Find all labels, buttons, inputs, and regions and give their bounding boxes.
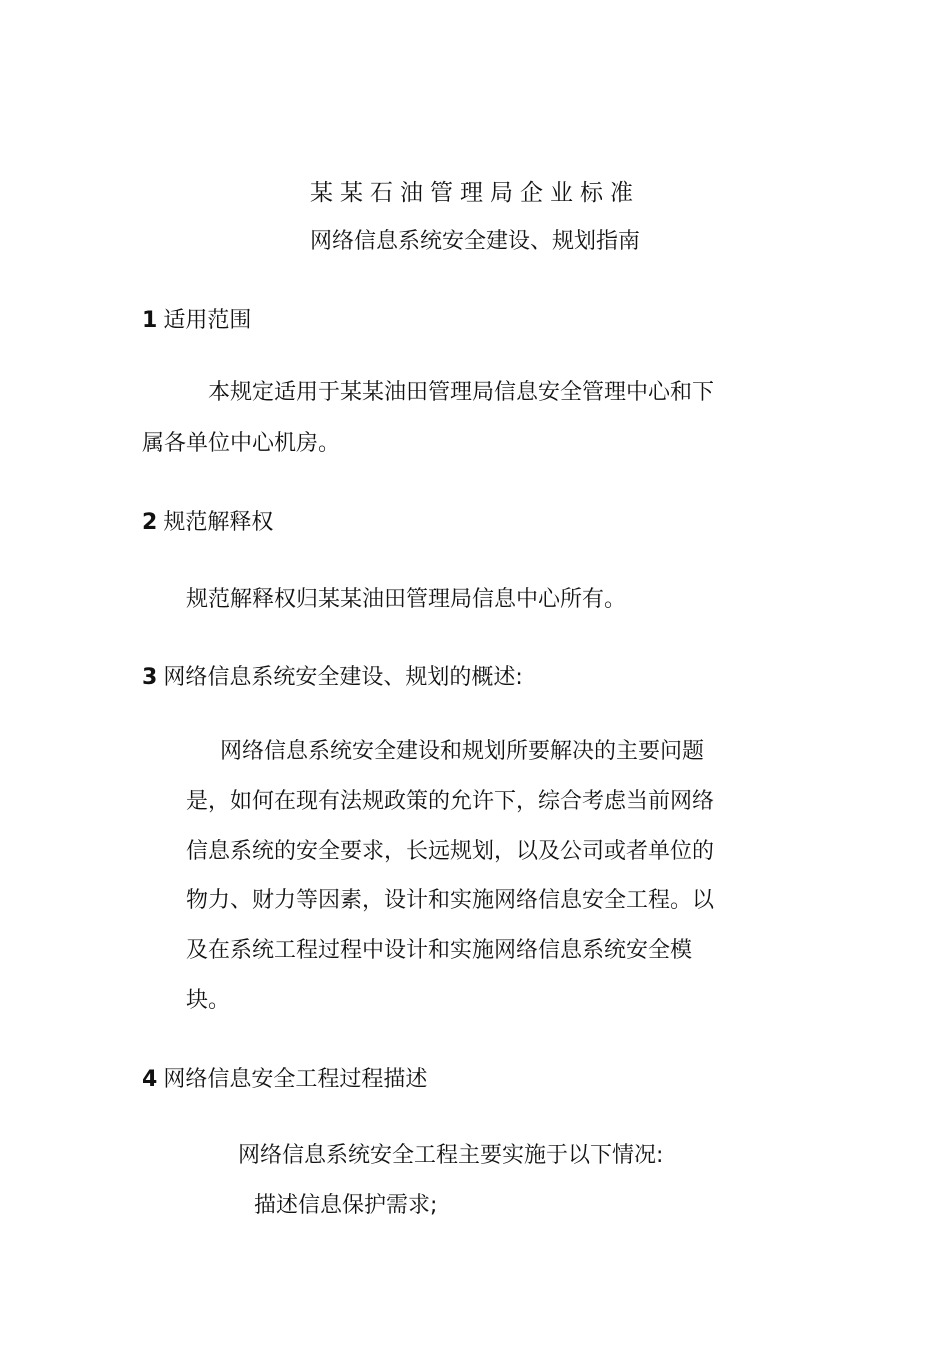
section-1-paragraph-line: 属各单位中心机房。	[142, 431, 341, 456]
section-number: 2	[142, 510, 158, 535]
section-3-heading	[142, 663, 523, 693]
section-3-paragraph-line: 信息系统的安全要求，长远规划，以及公司或者单位的	[186, 839, 715, 864]
section-4-list-item: 描述信息保护需求;	[254, 1193, 438, 1218]
document-subtitle: 网络信息系统安全建设、规划指南	[309, 229, 640, 254]
section-title: 适用范围	[163, 308, 252, 333]
section-4-paragraph-line: 网络信息系统安全工程主要实施于以下情况:	[238, 1143, 664, 1168]
section-3-paragraph-line: 网络信息系统安全建设和规划所要解决的主要问题	[220, 739, 705, 764]
section-number: 3	[142, 665, 158, 690]
section-number: 1	[142, 308, 158, 333]
section-3-paragraph-line: 是，如何在现有法规政策的允许下，综合考虑当前网络	[186, 789, 715, 814]
section-number: 4	[142, 1067, 158, 1092]
section-2-paragraph-line: 规范解释权归某某油田管理局信息中心所有。	[186, 587, 627, 612]
document-title: 某某石油管理局企业标准	[310, 180, 640, 206]
section-3-paragraph-line: 块。	[186, 988, 231, 1013]
section-title: 网络信息系统安全建设、规划的概述:	[163, 665, 523, 690]
section-4-heading	[142, 1065, 427, 1095]
section-title: 规范解释权	[163, 510, 274, 535]
section-title: 网络信息安全工程过程描述	[163, 1067, 428, 1092]
section-1-heading	[142, 306, 251, 336]
section-3-paragraph-line: 物力、财力等因素，设计和实施网络信息安全工程。以	[186, 888, 715, 913]
section-1-paragraph-line: 本规定适用于某某油田管理局信息安全管理中心和下	[208, 380, 715, 405]
section-2-heading	[142, 508, 273, 538]
section-3-paragraph-line: 及在系统工程过程中设计和实施网络信息系统安全模	[186, 938, 693, 963]
